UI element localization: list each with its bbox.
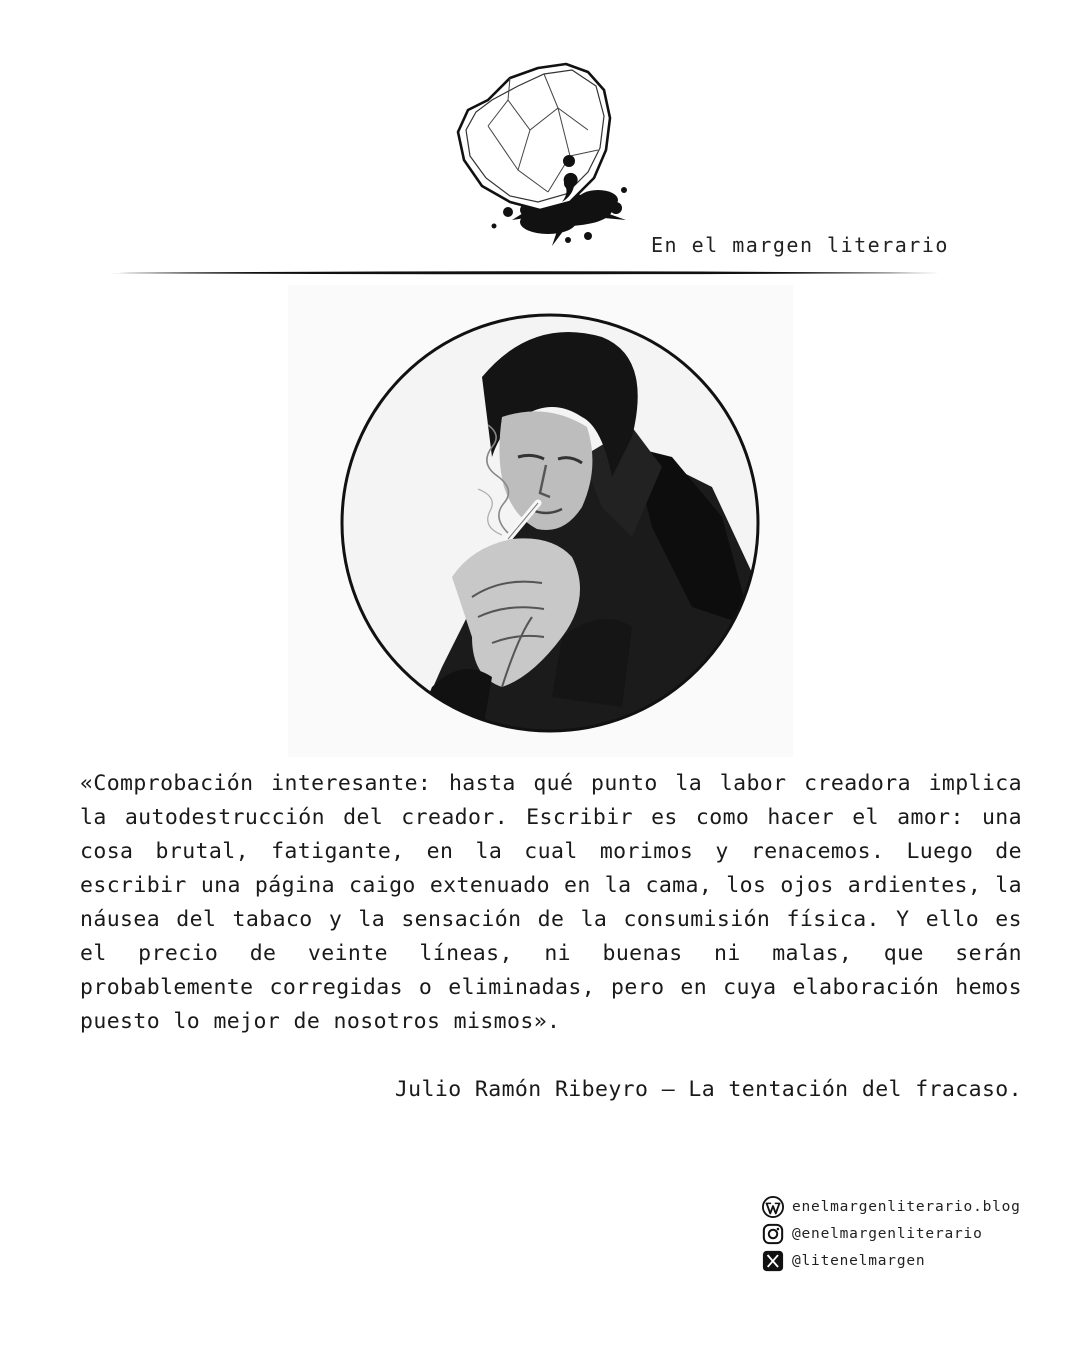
portrait-frame [288, 285, 793, 757]
instagram-icon [762, 1223, 784, 1245]
author-portrait-image [332, 307, 768, 735]
social-link-blog[interactable] [762, 1193, 1062, 1220]
social-label: @enelmargenliterario [792, 1225, 983, 1242]
social-label: enelmargenliterario.blog [792, 1198, 1021, 1215]
brand-title: En el margen literario [651, 233, 949, 257]
social-links [762, 1193, 1062, 1274]
quote-text: «Comprobación interesante: hasta qué punto la labor creadora implica la autodestrucción del creador. Escribir es como hacer el amor: una cosa brutal, fatigante, en la cual morimos y renacemos. Luego de escribir una página caigo extenuado en la cama, los ojos ardientes, la náusea del tabaco y la sensación de la consumisión física. Y ello es el precio de veinte líneas, ni buenas ni malas, que serán probablemente corregidas o eliminadas, pero en cuya elaboración hemos puesto lo mejor de nosotros mismos». [80, 771, 1022, 1034]
social-label: @litenelmargen [792, 1252, 926, 1269]
divider-line [110, 268, 940, 278]
quote-attribution: Julio Ramón Ribeyro — La tentación del fracaso. [394, 1077, 1022, 1102]
social-link-x[interactable] [762, 1247, 1062, 1274]
crumpled-paper-logo-icon [448, 60, 633, 250]
x-twitter-icon [762, 1250, 784, 1272]
wordpress-icon [762, 1196, 784, 1218]
social-link-instagram[interactable] [762, 1220, 1062, 1247]
